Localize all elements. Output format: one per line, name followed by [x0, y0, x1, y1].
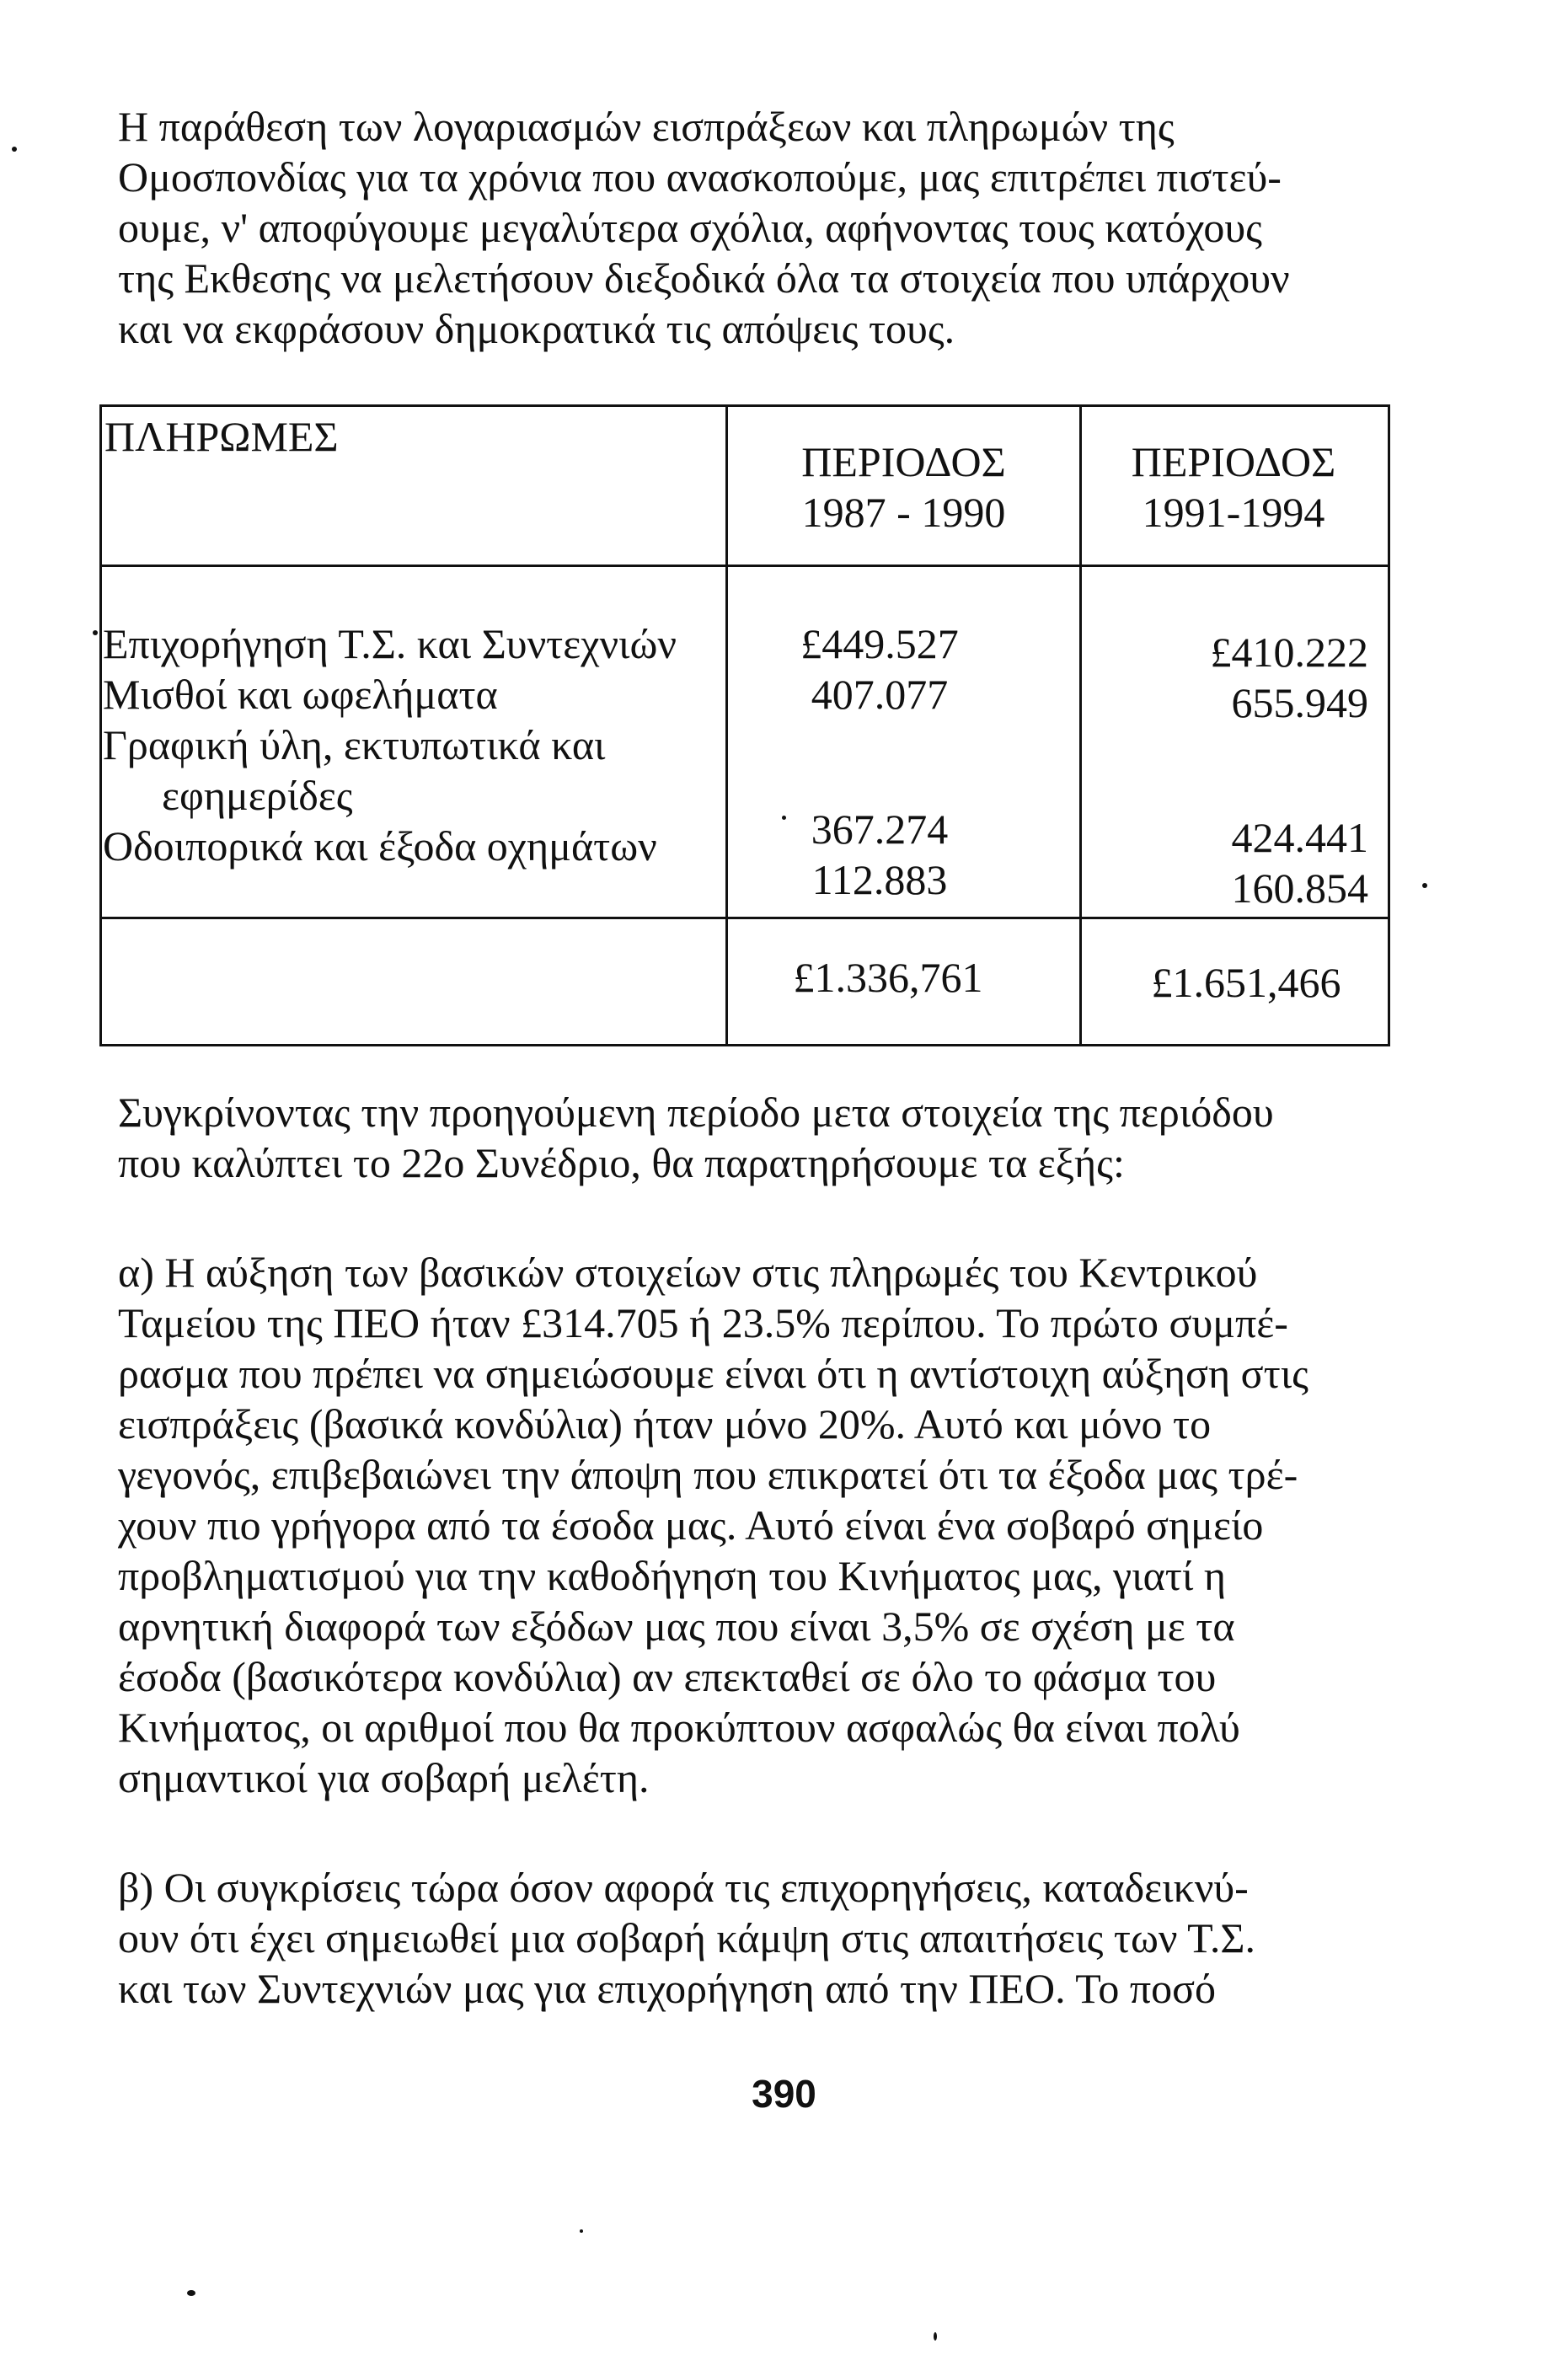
point-a-line: α) Η αύξηση των βασικών στοιχείων στις πληρωμές του Κεντρικού	[118, 1249, 1258, 1296]
point-b-paragraph	[118, 1862, 1390, 2014]
table-header-label: ΠΛΗΡΩΜΕΣ	[104, 413, 339, 460]
point-a-paragraph	[118, 1247, 1390, 1803]
point-a-line: έσοδα (βασικότερα κονδύλια) αν επεκταθεί σε όλο το φάσμα του	[118, 1653, 1217, 1700]
period2-value: 160.854	[1231, 864, 1368, 912]
scan-speck	[12, 147, 17, 152]
point-a-line: αρνητική διαφορά των εξόδων μας που είναι 3,5% σε σχέση με τα	[118, 1603, 1235, 1650]
intro-line: και να εκφράσουν δημοκρατικά τις απόψεις τους.	[118, 305, 955, 352]
intro-line: της Εκθεσης να μελετήσουν διεξοδικά όλα τα στοιχεία που υπάρχουν	[118, 254, 1290, 302]
point-b-line: ουν ότι έχει σημειωθεί μια σοβαρή κάμψη στις απαιτήσεις των Τ.Σ.	[118, 1914, 1256, 1961]
scan-speck	[934, 2332, 937, 2341]
point-a-line: ρασμα που πρέπει να σημειώσουμε είναι ότι η αντίστοιχη αύξηση στις	[118, 1350, 1308, 1397]
totals-divider	[99, 917, 1389, 919]
point-b-line: β) Οι συγκρίσεις τώρα όσον αφορά τις επιχορηγήσεις, καταδεικνύ-	[118, 1864, 1249, 1911]
header-divider	[99, 565, 1389, 567]
point-a-line: εισπράξεις (βασικά κονδύλια) ήταν μόνο 20%. Αυτό και μόνο το	[118, 1400, 1212, 1448]
period1-years: 1987 - 1990	[801, 489, 1006, 536]
comparison-paragraph	[118, 1087, 1390, 1188]
period2-total: £1.651,466	[1151, 959, 1341, 1006]
point-a-line: σημαντικοί για σοβαρή μελέτη.	[118, 1754, 650, 1801]
row-label-continuation: εφημερίδες	[162, 772, 353, 819]
row-label: Επιχορήγηση Τ.Σ. και Συντεχνιών	[103, 620, 677, 667]
period2-years: 1991-1994	[1142, 489, 1325, 536]
period1-value: 367.274	[811, 805, 949, 853]
row-label: Μισθοί και ωφελήματα	[103, 671, 498, 718]
point-a-line: χουν πιο γρήγορα από τα έσοδα μας. Αυτό είναι ένα σοβαρό σημείο	[118, 1501, 1264, 1549]
period2-value: £410.222	[1210, 629, 1368, 676]
period2-value: 655.949	[1231, 679, 1368, 726]
period1-title: ΠΕΡΙΟΔΟΣ	[801, 438, 1006, 485]
scan-speck	[187, 2290, 195, 2296]
page-number: 390	[752, 2072, 816, 2116]
point-a-line: Ταμείου της ΠΕΟ ήταν £314.705 ή 23.5% περίπου. Το πρώτο συμπέ-	[118, 1299, 1288, 1346]
point-b-line: και των Συντεχνιών μας για επιχορήγηση από την ΠΕΟ. Το ποσό	[118, 1965, 1217, 2012]
period1-value: £449.527	[800, 620, 959, 667]
intro-line: ουμε, ν' αποφύγουμε μεγαλύτερα σχόλια, αφήνοντας τους κατόχους	[118, 204, 1262, 251]
point-a-line: προβληματισμού για την καθοδήγηση του Κινήματος μας, γιατί η	[118, 1552, 1226, 1599]
scan-speck	[782, 816, 786, 820]
scan-speck	[93, 630, 98, 635]
comparison-line: Συγκρίνοντας την προηγούμενη περίοδο μετα στοιχεία της περιόδου	[118, 1089, 1274, 1136]
intro-line: Ομοσπονδίας για τα χρόνια που ανασκοπούμε, μας επιτρέπει πιστεύ-	[118, 153, 1282, 201]
period1-value: 112.883	[811, 856, 948, 903]
intro-paragraph	[118, 101, 1390, 354]
intro-line: Η παράθεση των λογαριασμών εισπράξεων και πληρωμών της	[118, 103, 1175, 150]
period2-title: ΠΕΡΙΟΔΟΣ	[1131, 438, 1336, 485]
payments-table	[99, 404, 1389, 1045]
point-a-line: Κινήματος, οι αριθμοί που θα προκύπτουν ασφαλώς θα είναι πολύ	[118, 1704, 1240, 1751]
comparison-line: που καλύπτει το 22ο Συνέδριο, θα παρατηρήσουμε τα εξής:	[118, 1139, 1125, 1186]
period2-value: 424.441	[1231, 814, 1368, 861]
row-label: Οδοιπορικά και έξοδα οχημάτων	[103, 822, 657, 870]
scan-speck	[580, 2229, 583, 2233]
period1-value: 407.077	[811, 671, 949, 718]
period1-total: £1.336,761	[793, 954, 983, 1001]
scan-speck	[1422, 883, 1427, 888]
point-a-line: γεγονός, επιβεβαιώνει την άποψη που επικρατεί ότι τα έξοδα μας τρέ-	[118, 1451, 1298, 1498]
row-label: Γραφική ύλη, εκτυπωτικά και	[103, 721, 606, 768]
